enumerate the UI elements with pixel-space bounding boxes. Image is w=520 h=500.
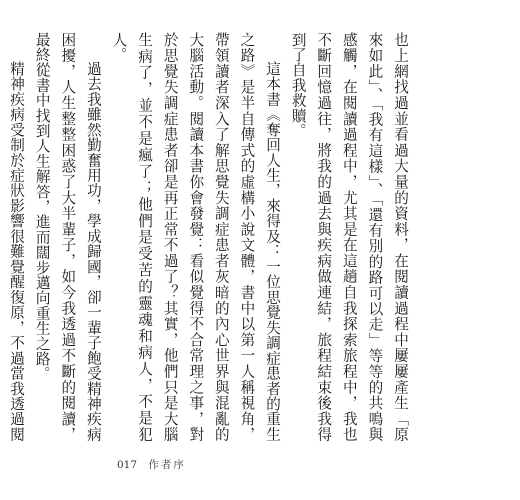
section-title: 作者序: [148, 459, 186, 471]
paragraph-2: 這本書《奪回人生，來得及：一位思覺失調症患者的重生之路》是半自傳式的虛構小說文體，書中以第一人稱視角，帶領讀者深入了解思覺失調症患者灰暗的內心世界與混亂的大腦活動。閱讀本書你會發覺：看似覺得不合常理之事，對於思覺失調症患者卻是再正常不過了？其實，他們只是大腦生病了，並不是瘋了；他們是受苦的靈魂和病人，不是犯人。: [110, 32, 282, 442]
vertical-text-body: [0, 32, 413, 442]
paragraph-3: 過去我雖然勤奮用功，學成歸國，卻一輩子飽受精神疾病困擾，人生整整困惑了大半輩子，如今我透過不斷的閱讀，最終從書中找到人生解答，進而闊步邁向重生之路。: [33, 32, 102, 442]
page-footer: [117, 457, 186, 472]
paragraph-4: 精神疾病受制於症狀影響很難覺醒復原，不過當我透過閱: [8, 61, 26, 442]
paragraph-1: 也上網找過並看過大量的資料，在閱讀過程中屢屢產生「原來如此」、「我有這樣」、「還有別的路可以走」等等的共鳴與感觸，在閱讀過程中，尤其是在這趟自我探索旅程中，我也不斷回憶過往，將我的過去與疾病做連結，旅程結束後我得到了自我救贖。: [289, 32, 409, 442]
page-number: 017: [117, 459, 138, 471]
